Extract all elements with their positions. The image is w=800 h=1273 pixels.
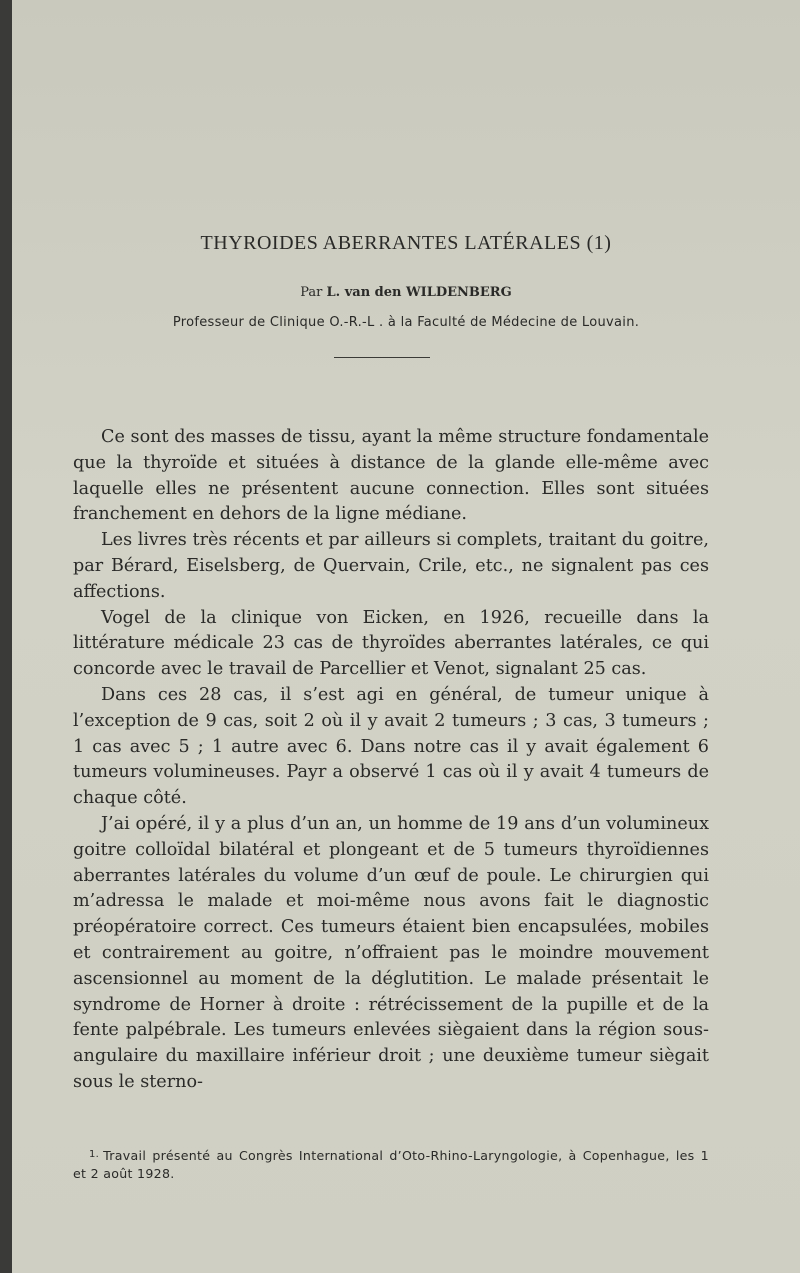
footnote: [73, 1146, 709, 1183]
article-byline: [12, 285, 800, 300]
author-affiliation: Professeur de Clinique O.-R.-L . à la Faculté de Médecine de Louvain.: [172, 315, 640, 330]
author-name: L. van den WILDENBERG: [326, 285, 512, 300]
article-title: THYROIDES ABERRANTES LATÉRALES (1): [200, 232, 612, 254]
body-paragraph: Les livres très récents et par ailleurs si complets, traitant du goitre, par Bérard, Eiselsberg, de Quervain, Crile, etc., ne signalent pas ces affections.: [73, 530, 709, 602]
body-paragraph: Vogel de la clinique von Eicken, en 1926, recueille dans la littérature médicale 23 cas de thyroïdes aberrantes latérales, ce qui concorde avec le travail de Parcellier et Venot, signalant 25 cas.: [73, 607, 709, 680]
body-paragraph: Ce sont des masses de tissu, ayant la même structure fondamentale que la thyroïde et situées à distance de la glande elle-même avec laquelle elles ne présentent aucune connection. Elles sont situées franchement en dehors de la ligne médiane.: [73, 427, 709, 525]
byline-prefix: Par: [300, 285, 327, 300]
document-page: [12, 0, 800, 1273]
body-paragraph: Dans ces 28 cas, il s’est agi en général, de tumeur unique à l’exception de 9 cas, soit 2 où il y avait 2 tumeurs ; 3 cas, 3 tumeurs ; 1 cas avec 5 ; 1 autre avec 6. Dans notre cas il y avait également 6 tumeurs volumineuses. Payr a observé 1 cas où il y avait 4 tumeurs de chaque côté.: [73, 684, 709, 809]
title-divider: [334, 357, 430, 358]
footnote-marker: 1.: [89, 1149, 100, 1160]
body-paragraph: J’ai opéré, il y a plus d’un an, un homme de 19 ans d’un volumineux goitre colloïdal bilatéral et plongeant et de 5 tumeurs thyroïdiennes aberrantes latérales du volume d’un œuf de poule. Le chirurgien qui m’adressa le malade et moi-même nous avons fait le diagnostic préopératoire correct. Ces tumeurs étaient bien encapsulées, mobiles et contrairement au goitre, n’offraient pas le moindre mouvement ascensionnel au moment de la déglutition. Le malade présentait le syndrome de Horner à droite : rétrécissement de la pupille et de la fente palpébrale. Les tumeurs enlevées siègaient dans la région sous-angulaire du maxillaire inférieur droit ; une deuxième tumeur siègait sous le sterno-: [73, 813, 709, 1092]
article-body: [73, 425, 709, 1096]
footnote-text: Travail présenté au Congrès International d’Oto-Rhino-Laryngologie, à Copenhague, les 1 et 2 août 1928.: [73, 1148, 709, 1181]
